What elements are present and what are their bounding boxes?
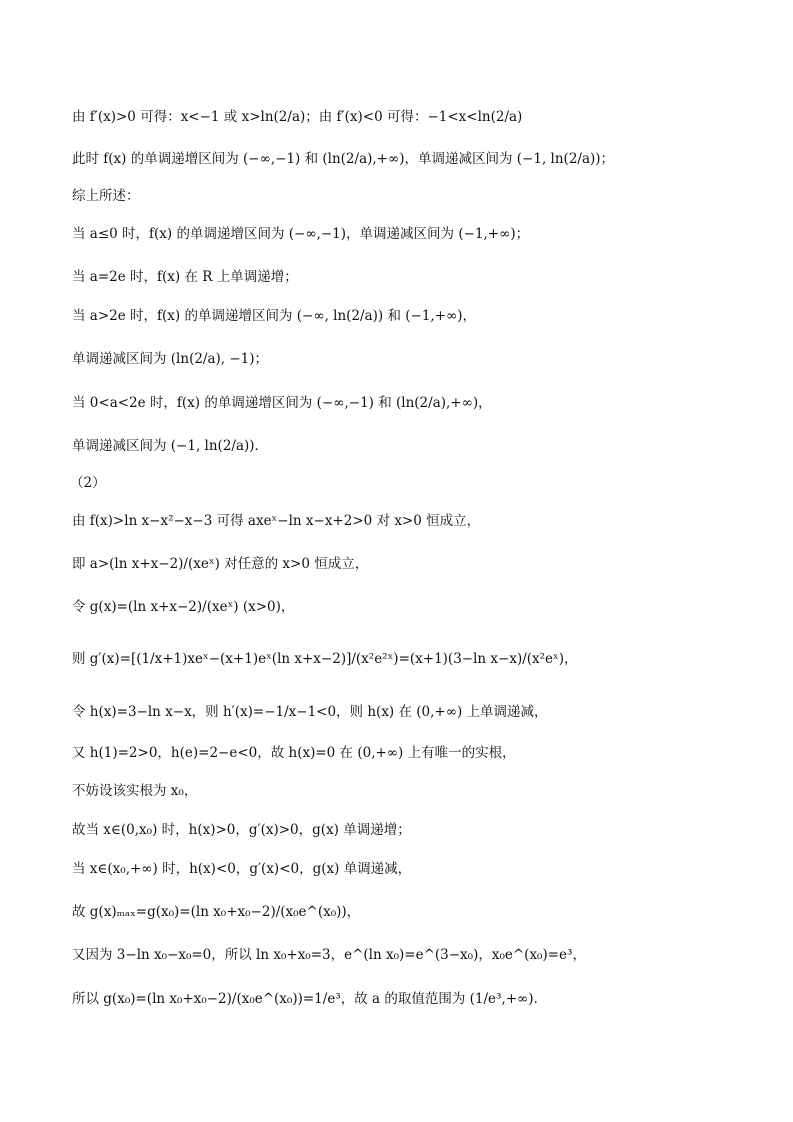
- text-line: 此时 f(x) 的单调递增区间为 (−∞,−1) 和 (ln(2/a),+∞)，单调递减区间为 (−1, ln(2/a))；: [72, 151, 615, 167]
- text-line: 故 g(x)ₘₐₓ=g(x₀)=(ln x₀+x₀−2)/(x₀e^(x₀))，: [72, 904, 361, 920]
- text-line: 则 g′(x)=[(1/x+1)xeˣ−(x+1)eˣ(ln x+x−2)]/(x²e²ˣ)=(x+1)(3−ln x−x)/(x²eˣ)，: [72, 651, 578, 667]
- text-line: 当 x∈(x₀,+∞) 时，h(x)<0，g′(x)<0，g(x) 单调递减，: [72, 861, 412, 877]
- text-line: 即 a>(ln x+x−2)/(xeˣ) 对任意的 x>0 恒成立，: [72, 556, 369, 572]
- text-line: 又 h(1)=2>0，h(e)=2−e<0，故 h(x)=0 在 (0,+∞) 上有唯一的实根，: [72, 745, 516, 761]
- text-line: 所以 g(x₀)=(ln x₀+x₀−2)/(x₀e^(x₀))=1/e³，故 a 的取值范围为 (1/e³,+∞)．: [72, 991, 548, 1007]
- text-line: 当 0<a<2e 时，f(x) 的单调递增区间为 (−∞,−1) 和 (ln(2/a),+∞)，: [72, 395, 492, 411]
- text-line: 当 a=2e 时，f(x) 在 R 上单调递增；: [72, 269, 298, 285]
- text-line: 单调递减区间为 (ln(2/a), −1)；: [72, 351, 269, 367]
- text-line: 又因为 3−ln x₀−x₀=0，所以 ln x₀+x₀=3，e^(ln x₀)=e^(3−x₀)，x₀e^(x₀)=e³，: [72, 947, 586, 963]
- text-line: 故当 x∈(0,x₀) 时，h(x)>0，g′(x)>0，g(x) 单调递增；: [72, 822, 411, 838]
- text-line: （2）: [70, 475, 106, 491]
- text-line: 由 f(x)>ln x−x²−x−3 可得 axeˣ−ln x−x+2>0 对 x>0 恒成立，: [72, 513, 481, 529]
- text-line: 单调递减区间为 (−1, ln(2/a))．: [72, 438, 269, 454]
- text-line: 当 a≤0 时，f(x) 的单调递增区间为 (−∞,−1)，单调递减区间为 (−1,+∞)；: [72, 226, 530, 242]
- text-line: 综上所述：: [72, 188, 140, 204]
- text-line: 令 h(x)=3−ln x−x，则 h′(x)=−1/x−1<0，则 h(x) 在 (0,+∞) 上单调递减，: [72, 704, 548, 720]
- text-line: 当 a>2e 时，f(x) 的单调递增区间为 (−∞, ln(2/a)) 和 (−1,+∞)，: [72, 308, 477, 324]
- text-line: 不妨设该实根为 x₀，: [72, 783, 198, 799]
- text-line: 令 g(x)=(ln x+x−2)/(xeˣ) (x>0)，: [72, 599, 295, 615]
- text-line: 由 f′(x)>0 可得：x<−1 或 x>ln(2/a)；由 f′(x)<0 可得：−1<x<ln(2/a): [72, 109, 523, 125]
